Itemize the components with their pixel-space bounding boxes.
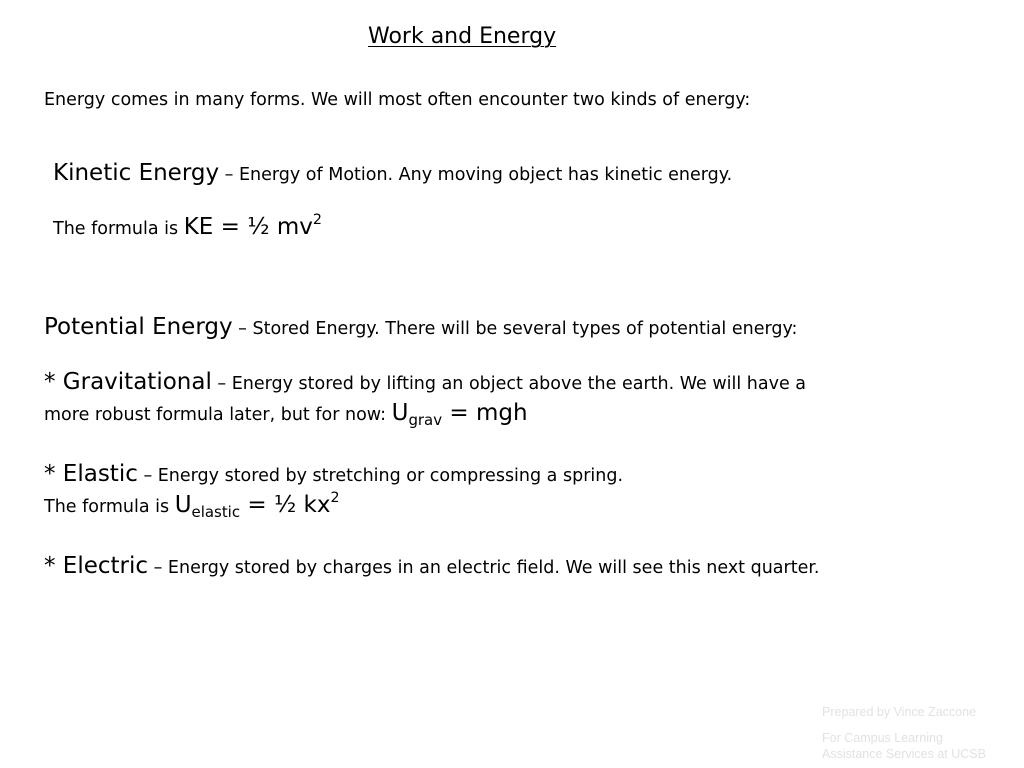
- potential-energy-line: [44, 314, 797, 340]
- kinetic-description: – Energy of Motion. Any moving object has kinetic energy.: [219, 165, 733, 185]
- elastic-formula-exponent: 2: [330, 490, 340, 507]
- elastic-description: – Energy stored by stretching or compressing a spring.: [137, 466, 624, 486]
- elastic-line: [44, 461, 623, 487]
- electric-description: – Energy stored by charges in an electric field. We will see this next quarter.: [148, 558, 820, 578]
- kinetic-formula: [184, 214, 322, 240]
- gravitational-formula-line: [44, 400, 528, 430]
- kinetic-formula-prefix: The formula is: [53, 219, 184, 239]
- electric-line: [44, 553, 820, 579]
- elastic-formula-prefix: The formula is: [44, 497, 175, 517]
- footer-prepared-by: Prepared by Vince Zaccone: [822, 705, 977, 719]
- elastic-heading: * Elastic: [44, 461, 138, 487]
- kinetic-formula-line: [53, 214, 322, 240]
- potential-heading: Potential Energy: [44, 314, 233, 340]
- elastic-formula: [174, 490, 340, 522]
- gravitational-line: [44, 369, 806, 395]
- footer-line-2: Assistance Services at UCSB: [822, 747, 986, 761]
- gravitational-heading: * Gravitational: [44, 369, 212, 395]
- electric-heading: * Electric: [44, 553, 149, 579]
- intro-text: Energy comes in many forms. We will most often encounter two kinds of energy:: [44, 90, 751, 110]
- elastic-subscript: elastic: [191, 503, 241, 522]
- kinetic-formula-main: KE = ½ mv: [183, 214, 313, 240]
- gravitational-description: – Energy stored by lifting an object above the earth. We will have a: [211, 374, 807, 394]
- kinetic-energy-line: [53, 160, 732, 186]
- gravitational-symbol: U: [391, 400, 409, 426]
- footer-line-1: For Campus Learning: [822, 731, 943, 745]
- kinetic-formula-exponent: 2: [312, 212, 322, 229]
- elastic-symbol: U: [174, 492, 192, 518]
- gravitational-line2: more robust formula later, but for now:: [44, 405, 392, 425]
- gravitational-formula-rest: = mgh: [442, 400, 528, 426]
- elastic-formula-line: [44, 490, 340, 522]
- kinetic-heading: Kinetic Energy: [53, 160, 220, 186]
- gravitational-subscript: grav: [408, 411, 443, 430]
- elastic-formula-rest: = ½ kx: [240, 492, 331, 518]
- slide-title: Work and Energy: [368, 24, 557, 49]
- potential-description: – Stored Energy. There will be several types of potential energy:: [232, 319, 798, 339]
- gravitational-formula: [391, 400, 528, 430]
